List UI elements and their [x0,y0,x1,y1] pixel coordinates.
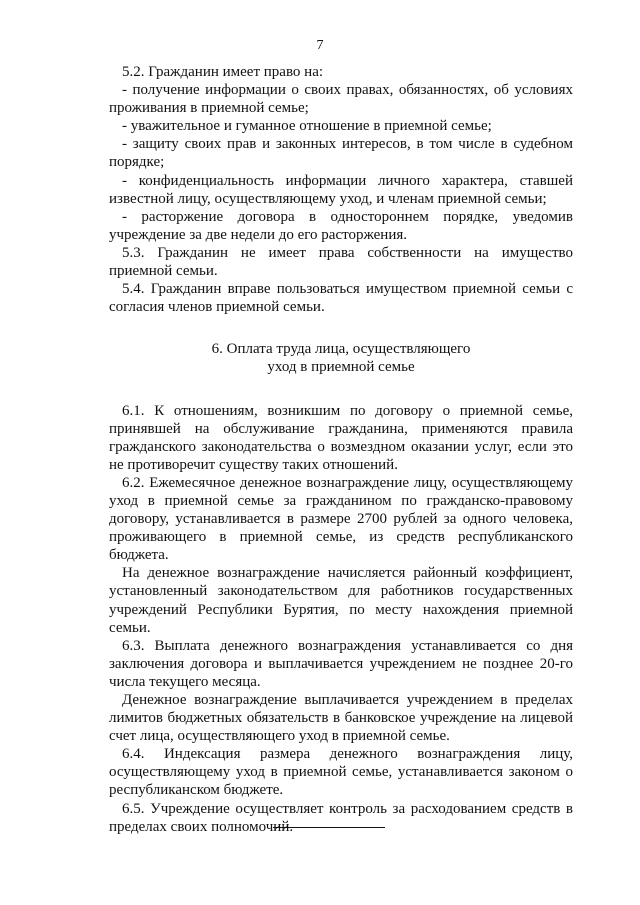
paragraph-6-2: 6.2. Ежемесячное денежное вознаграждение лицу, осуществляющему уход в приемной семье за гражданином по гражданско-правовому договору, устанавливается в размере 2700 рублей за одного человека, проживающего в приемной семье, из средств республиканского бюджета. [109,474,573,564]
paragraph-6-4: 6.4. Индексация размера денежного вознаграждения лицу, осуществляющему уход в приемной семье, устанавливается законом о республиканском бюджете. [109,746,573,799]
paragraph-right-confidentiality: - конфиденциальность информации личного характера, ставшей известной лицу, осуществляющему уход, и членам приемной семьи; [109,172,573,207]
paragraph-5-2-heading: 5.2. Гражданин имеет право на: [122,64,324,80]
paragraph-right-termination: - расторжение договора в одностороннем порядке, уведомив учреждение за две недели до его расторжения. [109,208,573,243]
end-divider-line [273,827,385,828]
document-body [109,63,573,836]
paragraph-right-information: - получение информации о своих правах, обязанностях, об условиях проживания в приемной семье; [109,82,573,117]
page-number: 7 [316,38,324,53]
paragraph-6-3: 6.3. Выплата денежного вознаграждения устанавливается со дня заключения договора и выплачивается учреждением не позднее 20-го числа текущего месяца. [109,637,573,690]
section-6-title-line2: уход в приемной семье [267,359,415,376]
paragraph-payment-limits: Денежное вознаграждение выплачивается учреждением в пределах лимитов бюджетных обязательств в банковское учреждение на лицевой счет лица, осуществляющего уход в приемной семье. [109,692,573,745]
section-6-title [109,340,573,376]
paragraph-right-protection: - защиту своих прав и законных интересов, в том числе в судебном порядке; [109,136,573,171]
paragraph-5-4: 5.4. Гражданин вправе пользоваться имуществом приемной семьи с согласия членов приемной семьи. [109,281,573,316]
paragraph-6-5: 6.5. Учреждение осуществляет контроль за расходованием средств в пределах своих полномочий. [109,800,573,835]
paragraph-right-respect: - уважительное и гуманное отношение в приемной семье; [122,118,492,135]
paragraph-regional-coefficient: На денежное вознаграждение начисляется районный коэффициент, установленный законодательством для работников государственных учреждений Республики Бурятия, по месту нахождения приемной семьи. [109,565,573,636]
paragraph-6-1: 6.1. К отношениям, возникшим по договору о приемной семье, принявшей на обслуживание гражданина, применяются правила гражданского законодательства о возмездном оказании услуг, если это не противоречит существу таких отношений. [109,402,573,473]
paragraph-5-3: 5.3. Гражданин не имеет права собственности на имущество приемной семьи. [109,244,573,280]
section-6-title-line1: 6. Оплата труда лица, осуществляющего [211,341,471,358]
